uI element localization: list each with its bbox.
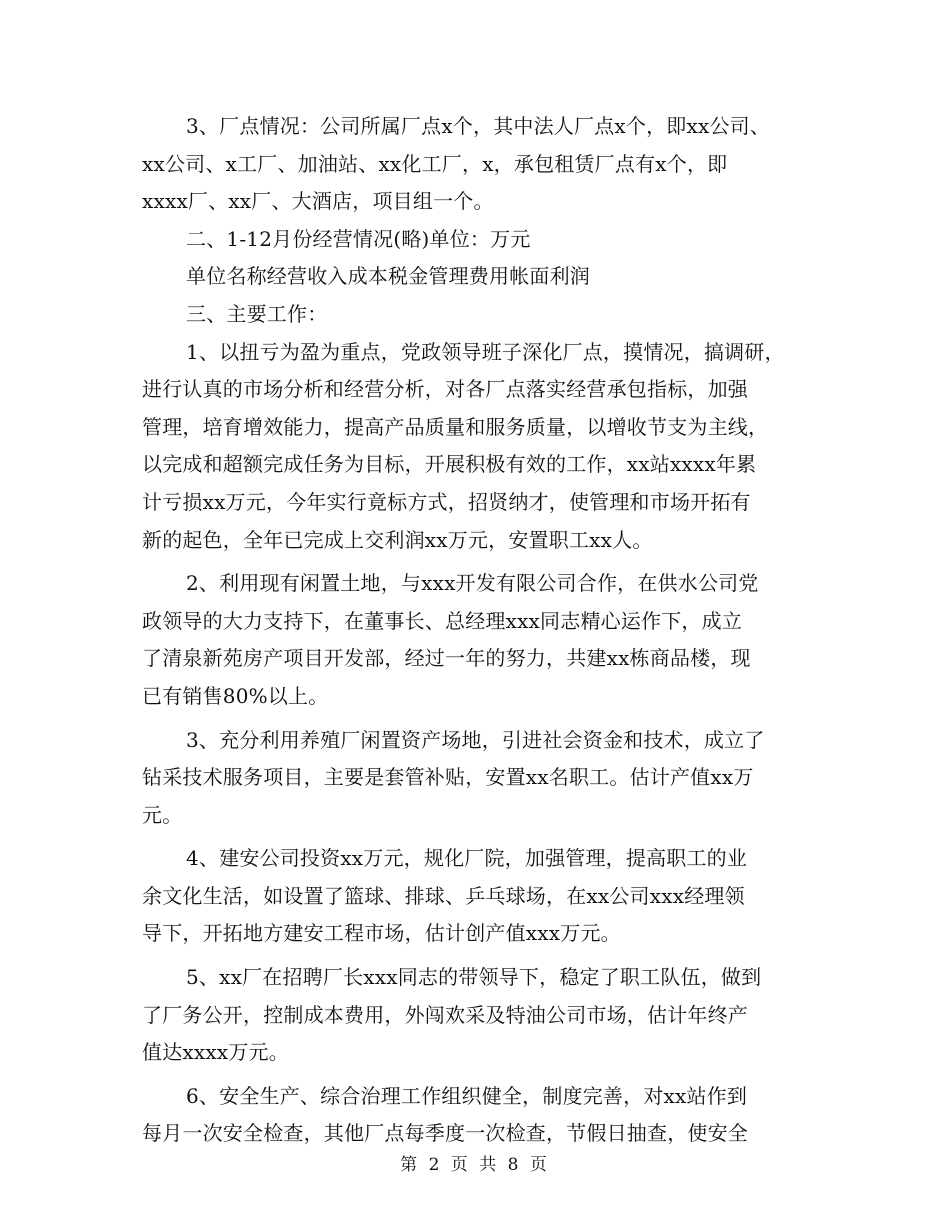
paragraph-line: 新的起色，全年已完成上交利润xx万元，安置职工xx人。 [142,527,653,552]
paragraph-line: xxxx厂、xx厂、大酒店，项目组一个。 [142,189,494,214]
paragraph-line: 计亏损xx万元，今年实行竟标方式，招贤纳才，使管理和市场开拓有 [142,489,751,514]
paragraph-line: 6、安全生产、综合治理工作组织健全，制度完善，对xx站作到 [186,1083,748,1108]
paragraph-line: 3、充分利用养殖厂闲置资产场地，引进社会资金和技术，成立了 [186,727,765,752]
paragraph-line: 导下，开拓地方建安工程市场，估计创产值xxx万元。 [142,921,621,946]
paragraph-line: 政领导的大力支持下，在董事长、总经理xxx同志精心运作下，成立 [142,608,743,633]
paragraph-line: 以完成和超额完成任务为目标，开展积极有效的工作，xx站xxxx年累 [142,452,757,477]
paragraph-line: 进行认真的市场分析和经营分析，对各厂点落实经营承包指标，加强 [142,377,748,402]
paragraph-line: 每月一次安全检查，其他厂点每季度一次检查，节假日抽查，使安全 [142,1121,748,1146]
paragraph-line: 管理，培育增效能力，提高产品质量和服务质量，以增收节支为主线， [142,414,769,439]
section-heading: 三、主要工作： [186,301,328,326]
paragraph-line: 已有销售80%以上。 [142,683,329,708]
paragraph-line: 4、建安公司投资xx万元，规化厂院，加强管理，提高职工的业 [186,846,748,871]
paragraph-line: 了清泉新苑房产项目开发部，经过一年的努力，共建xx栋商品楼，现 [142,646,751,671]
page-footer: 第 2 页 共 8 页 [400,1155,550,1175]
paragraph-line: 了厂务公开，控制成本费用，外闯欢采及特油公司市场，估计年终产 [142,1002,748,1027]
paragraph-line: 余文化生活，如设置了篮球、排球、乒乓球场，在xx公司xxx经理领 [142,883,745,908]
paragraph-line: 元。 [142,802,183,827]
paragraph-line: 钻采技术服务项目，主要是套管补贴，安置xx名职工。估计产值xx万 [142,765,754,790]
paragraph-line: 值达xxxx万元。 [142,1040,289,1065]
section-heading: 二、1-12月份经营情况(略)单位：万元 [186,226,531,251]
paragraph-line: 2、利用现有闲置土地，与xxx开发有限公司合作，在供水公司党 [186,571,759,596]
paragraph-line: 3、厂点情况：公司所属厂点x个，其中法人厂点x个，即xx公司、 [186,114,771,138]
paragraph-line: xx公司、x工厂、加油站、xx化工厂，x，承包租赁厂点有x个，即 [142,151,728,176]
table-header-line: 单位名称经营收入成本税金管理费用帐面利润 [186,264,590,289]
paragraph-line: 1、以扭亏为盈为重点，党政领导班子深化厂点，摸情况，搞调研， [186,339,785,364]
paragraph-line: 5、xx厂在招聘厂长xxx同志的带领导下，稳定了职工队伍，做到 [186,965,762,990]
document-body [142,108,832,1153]
